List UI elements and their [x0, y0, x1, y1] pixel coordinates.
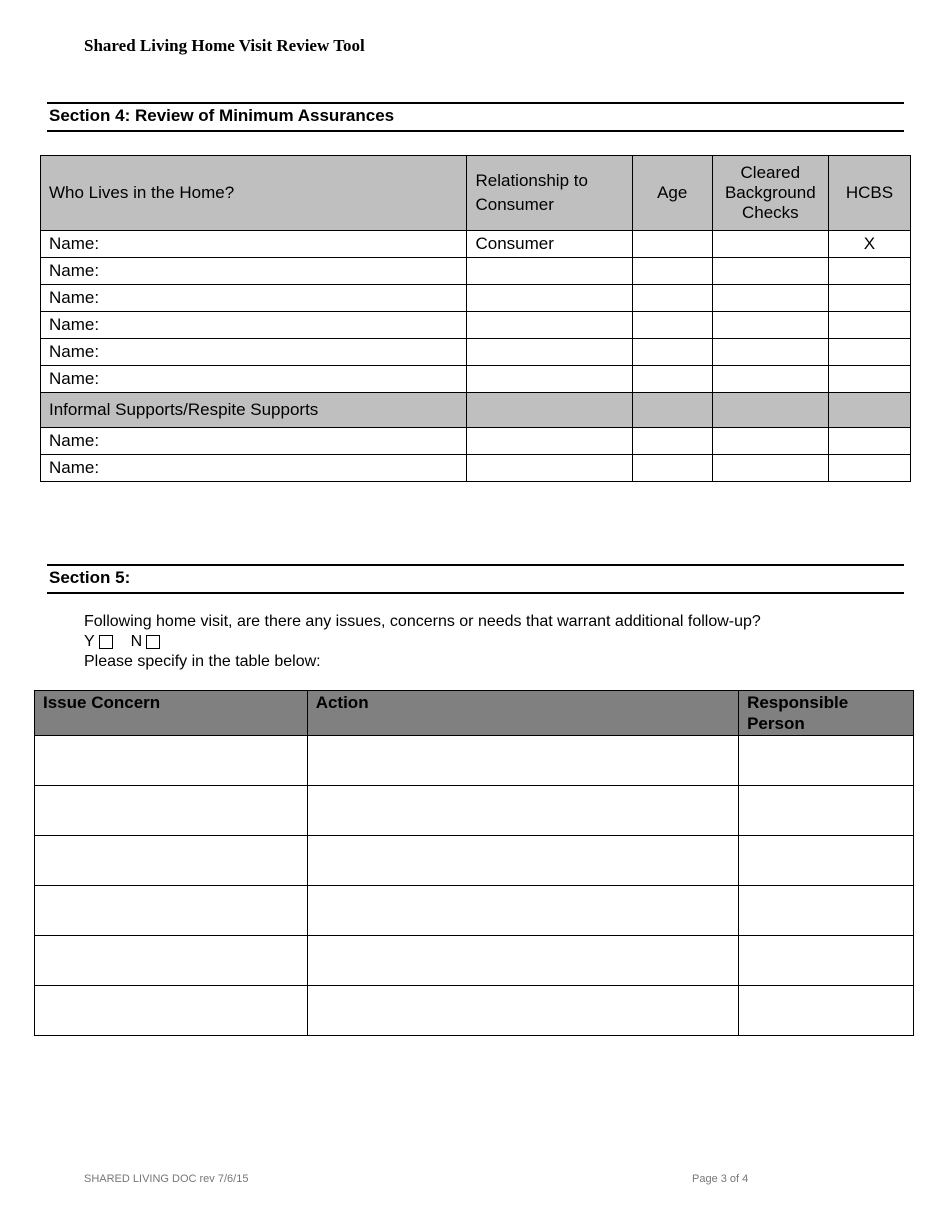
background-check-cell[interactable]	[712, 339, 828, 366]
section-4-heading: Section 4: Review of Minimum Assurances	[47, 102, 904, 132]
responsible-person-cell[interactable]	[739, 936, 914, 986]
action-cell[interactable]	[307, 936, 738, 986]
age-cell[interactable]	[632, 455, 712, 482]
table-row	[41, 366, 911, 393]
hcbs-cell[interactable]	[828, 258, 910, 285]
table-row	[41, 285, 911, 312]
age-cell[interactable]	[632, 258, 712, 285]
issue-cell[interactable]	[35, 936, 308, 986]
relationship-cell[interactable]	[467, 258, 632, 285]
yes-no-options	[84, 632, 761, 652]
table-row	[41, 455, 911, 482]
blank-cell	[467, 393, 632, 428]
blank-cell	[828, 393, 910, 428]
responsible-person-cell[interactable]	[739, 986, 914, 1036]
follow-up-block	[84, 612, 761, 672]
issue-cell[interactable]	[35, 736, 308, 786]
table-row	[35, 836, 914, 886]
age-cell[interactable]	[632, 366, 712, 393]
blank-cell	[632, 393, 712, 428]
action-cell[interactable]	[307, 786, 738, 836]
name-cell[interactable]: Name:	[41, 312, 467, 339]
table-row	[41, 258, 911, 285]
table-row	[35, 786, 914, 836]
hcbs-cell[interactable]	[828, 312, 910, 339]
column-header: Relationship to Consumer	[467, 156, 632, 231]
footer-page-number: Page 3 of 4	[692, 1173, 749, 1185]
background-check-cell[interactable]	[712, 285, 828, 312]
supports-subheader-row	[41, 393, 911, 428]
background-check-cell[interactable]	[712, 428, 828, 455]
relationship-cell[interactable]	[467, 339, 632, 366]
table-header-row	[35, 691, 914, 736]
name-cell[interactable]: Name:	[41, 285, 467, 312]
column-header: HCBS	[828, 156, 910, 231]
issue-cell[interactable]	[35, 836, 308, 886]
column-header: Action	[307, 691, 738, 736]
hcbs-cell[interactable]	[828, 366, 910, 393]
name-cell[interactable]: Name:	[41, 339, 467, 366]
column-header: Responsible Person	[739, 691, 914, 736]
action-cell[interactable]	[307, 836, 738, 886]
age-cell[interactable]	[632, 339, 712, 366]
relationship-cell[interactable]	[467, 312, 632, 339]
blank-cell	[712, 393, 828, 428]
hcbs-cell[interactable]	[828, 455, 910, 482]
document-title: Shared Living Home Visit Review Tool	[84, 36, 365, 55]
column-header: Issue Concern	[35, 691, 308, 736]
table-row	[41, 428, 911, 455]
name-cell[interactable]: Name:	[41, 428, 467, 455]
issue-cell[interactable]	[35, 786, 308, 836]
background-check-cell[interactable]	[712, 231, 828, 258]
no-label: N	[130, 633, 143, 650]
table-row	[35, 886, 914, 936]
responsible-person-cell[interactable]	[739, 786, 914, 836]
yes-label: Y	[84, 633, 95, 650]
name-cell[interactable]: Name:	[41, 455, 467, 482]
table-row	[35, 736, 914, 786]
action-cell[interactable]	[307, 886, 738, 936]
column-header: Cleared Background Checks	[712, 156, 828, 231]
age-cell[interactable]	[632, 428, 712, 455]
footer-doc-revision: SHARED LIVING DOC rev 7/6/15	[84, 1173, 249, 1185]
column-header: Age	[632, 156, 712, 231]
action-cell[interactable]	[307, 986, 738, 1036]
household-members-table	[40, 155, 911, 482]
supports-subheading: Informal Supports/Respite Supports	[41, 393, 467, 428]
table-row	[41, 339, 911, 366]
responsible-person-cell[interactable]	[739, 836, 914, 886]
age-cell[interactable]	[632, 231, 712, 258]
name-cell[interactable]: Name:	[41, 231, 467, 258]
issues-table	[34, 690, 914, 1036]
relationship-cell[interactable]	[467, 455, 632, 482]
responsible-person-cell[interactable]	[739, 886, 914, 936]
relationship-cell[interactable]	[467, 366, 632, 393]
background-check-cell[interactable]	[712, 366, 828, 393]
yes-checkbox[interactable]	[99, 635, 113, 649]
table-row	[41, 231, 911, 258]
table-row	[35, 986, 914, 1036]
relationship-cell[interactable]	[467, 428, 632, 455]
hcbs-cell[interactable]: X	[828, 231, 910, 258]
age-cell[interactable]	[632, 285, 712, 312]
name-cell[interactable]: Name:	[41, 366, 467, 393]
follow-up-question: Following home visit, are there any issues, concerns or needs that warrant additional follow-up?	[84, 613, 761, 630]
issue-cell[interactable]	[35, 886, 308, 936]
table-row	[35, 936, 914, 986]
background-check-cell[interactable]	[712, 455, 828, 482]
background-check-cell[interactable]	[712, 258, 828, 285]
follow-up-instruction: Please specify in the table below:	[84, 653, 321, 670]
table-header-row	[41, 156, 911, 231]
age-cell[interactable]	[632, 312, 712, 339]
name-cell[interactable]: Name:	[41, 258, 467, 285]
section-5-heading: Section 5:	[47, 564, 904, 594]
responsible-person-cell[interactable]	[739, 736, 914, 786]
hcbs-cell[interactable]	[828, 339, 910, 366]
no-checkbox[interactable]	[146, 635, 160, 649]
background-check-cell[interactable]	[712, 312, 828, 339]
issue-cell[interactable]	[35, 986, 308, 1036]
action-cell[interactable]	[307, 736, 738, 786]
hcbs-cell[interactable]	[828, 428, 910, 455]
relationship-cell[interactable]	[467, 285, 632, 312]
hcbs-cell[interactable]	[828, 285, 910, 312]
relationship-cell[interactable]: Consumer	[467, 231, 632, 258]
table-row	[41, 312, 911, 339]
column-header: Who Lives in the Home?	[41, 156, 467, 231]
